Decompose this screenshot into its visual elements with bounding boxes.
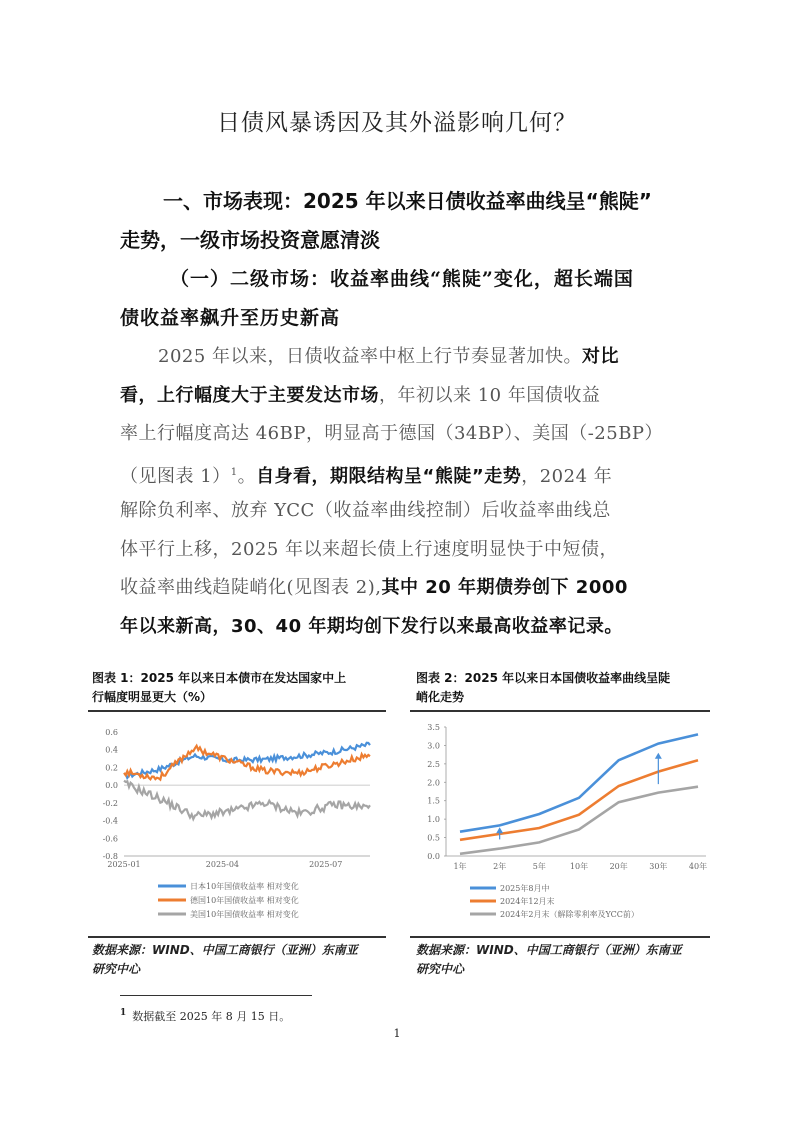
body-emphasis: 对比 — [582, 346, 620, 367]
x-tick-label: 10年 — [569, 862, 589, 871]
series-line-1 — [460, 734, 698, 831]
subsection-heading-line2: 债收益率飙升至历史新高 — [120, 307, 341, 329]
footnote-ref[interactable]: 1 — [230, 466, 238, 478]
body-emphasis: 其中 20 年期债券创下 2000 — [381, 577, 628, 598]
body-emphasis: 自身看，期限结构呈“熊陡”走势 — [256, 465, 522, 487]
y-tick-label: 2.0 — [427, 778, 440, 788]
body-text: 。 — [237, 465, 257, 487]
legend-label: 2025年8月中 — [500, 884, 550, 893]
legend-label: 美国10年国债收益率 相对变化 — [190, 910, 299, 919]
body-text: 率上行幅度高达 46BP，明显高于德国（34BP）、美国（-25BP） — [120, 423, 664, 444]
figure1-top-rule — [88, 710, 386, 712]
up-arrow-head — [655, 753, 662, 759]
y-tick-label: 0.4 — [105, 745, 118, 755]
footnote-text: 数据截至 2025 年 8 月 15 日。 — [132, 1010, 291, 1023]
x-tick-label: 40年 — [688, 862, 708, 871]
figure1-caption — [92, 669, 392, 707]
series-line-1 — [124, 743, 370, 778]
figure2-chart — [410, 718, 710, 932]
page-number: 1 — [393, 1027, 401, 1040]
y-tick-label: -0.8 — [102, 852, 118, 861]
section-heading-line1: 一、市场表现：2025 年以来日债收益率曲线呈“熊陡” — [163, 189, 652, 213]
y-tick-label: -0.4 — [102, 816, 118, 826]
body-text: ，年初以来 10 年国债收益 — [379, 384, 601, 406]
figure2-top-rule — [410, 710, 710, 712]
body-text: 2025 年以来，日债收益率中枢上行节奏显著加快。 — [158, 346, 583, 367]
figure1-source-line2: 研究中心 — [92, 962, 141, 976]
legend-label: 日本10年国债收益率 相对变化 — [190, 882, 299, 891]
y-tick-label: 1.5 — [427, 796, 440, 806]
x-tick-label: 20年 — [609, 862, 628, 871]
figure2-source-line2: 研究中心 — [416, 962, 465, 976]
body-line-8 — [120, 608, 676, 647]
footnote-separator — [120, 995, 312, 996]
legend-label: 德国10年国债收益率 相对变化 — [190, 896, 299, 905]
y-tick-label: -0.6 — [102, 834, 118, 844]
footnote-number: 1 — [120, 1008, 127, 1019]
y-tick-label: 0.6 — [105, 728, 118, 737]
up-arrow-head — [496, 827, 503, 833]
figure2-caption-line2: 峭化走势 — [416, 690, 465, 704]
y-tick-label: 1.0 — [427, 815, 440, 825]
figure2-caption-line1: 图表 2：2025 年以来日本国债收益率曲线呈陡 — [416, 671, 671, 685]
body-line-5 — [120, 492, 676, 531]
legend-label: 2024年2月末（解除零利率及YCC前） — [500, 910, 639, 919]
figure1-source — [92, 941, 392, 979]
series-line-2 — [460, 760, 698, 840]
y-tick-label: 0.2 — [105, 763, 118, 773]
figure1-caption-line1: 图表 1：2025 年以来日本债市在发达国家中上 — [92, 671, 347, 685]
body-text: 收益率曲线趋陡峭化(见图表 2), — [120, 577, 382, 598]
body-text: 解除负利率、放弃 YCC（收益率曲线控制）后收益率曲线总 — [120, 500, 611, 521]
body-emphasis: 看，上行幅度大于主要发达市场 — [120, 384, 379, 406]
body-line-2 — [120, 377, 676, 416]
y-tick-label: 3.5 — [427, 723, 440, 732]
document-title: 日债风暴诱因及其外溢影响几何？ — [217, 110, 577, 136]
figure1-source-line1: 数据来源：WIND、中国工商银行（亚洲）东南亚 — [92, 943, 358, 957]
figure2-caption — [416, 669, 716, 707]
y-tick-label: 0.5 — [427, 833, 440, 843]
x-tick-label: 30年 — [649, 862, 668, 871]
body-line-1 — [120, 338, 676, 377]
figure1-chart — [88, 720, 386, 932]
series-line-3 — [124, 781, 370, 819]
x-tick-label: 5年 — [532, 862, 546, 871]
y-tick-label: 0.0 — [427, 852, 440, 861]
x-tick-label: 2025-01 — [107, 860, 141, 869]
body-line-4 — [120, 454, 676, 493]
subsection-heading-line1: （一）二级市场：收益率曲线“熊陡”变化，超长端国 — [170, 268, 634, 290]
y-tick-label: 2.5 — [427, 759, 440, 769]
body-line-3 — [120, 415, 676, 454]
body-emphasis: 年以来新高，30、40 年期均创下发行以来最高收益率记录。 — [120, 615, 623, 637]
footnote — [120, 1008, 290, 1024]
body-text: ，2024 年 — [521, 465, 613, 487]
figure1-caption-line2: 行幅度明显更大（%） — [92, 690, 213, 704]
x-tick-label: 2025-07 — [309, 860, 343, 869]
x-tick-label: 2025-04 — [205, 860, 240, 869]
body-text: 体平行上移，2025 年以来超长债上行速度明显快于中短债， — [120, 538, 619, 560]
figure2-bottom-rule — [410, 936, 710, 938]
body-line-6 — [120, 531, 676, 570]
body-text: （见图表 1） — [120, 465, 231, 487]
y-tick-label: 0.0 — [105, 781, 118, 791]
x-tick-label: 1年 — [453, 862, 467, 871]
legend-label: 2024年12月末 — [500, 897, 555, 906]
x-tick-label: 2年 — [493, 862, 507, 871]
y-tick-label: 3.0 — [427, 741, 440, 751]
body-paragraph — [120, 338, 676, 646]
y-tick-label: -0.2 — [102, 798, 118, 808]
figure2-source-line1: 数据来源：WIND、中国工商银行（亚洲）东南亚 — [416, 943, 682, 957]
section-heading-line2: 走势，一级市场投资意愿清淡 — [120, 228, 380, 252]
figure1-bottom-rule — [88, 936, 386, 938]
figure2-source — [416, 941, 716, 979]
body-line-7 — [120, 569, 676, 608]
